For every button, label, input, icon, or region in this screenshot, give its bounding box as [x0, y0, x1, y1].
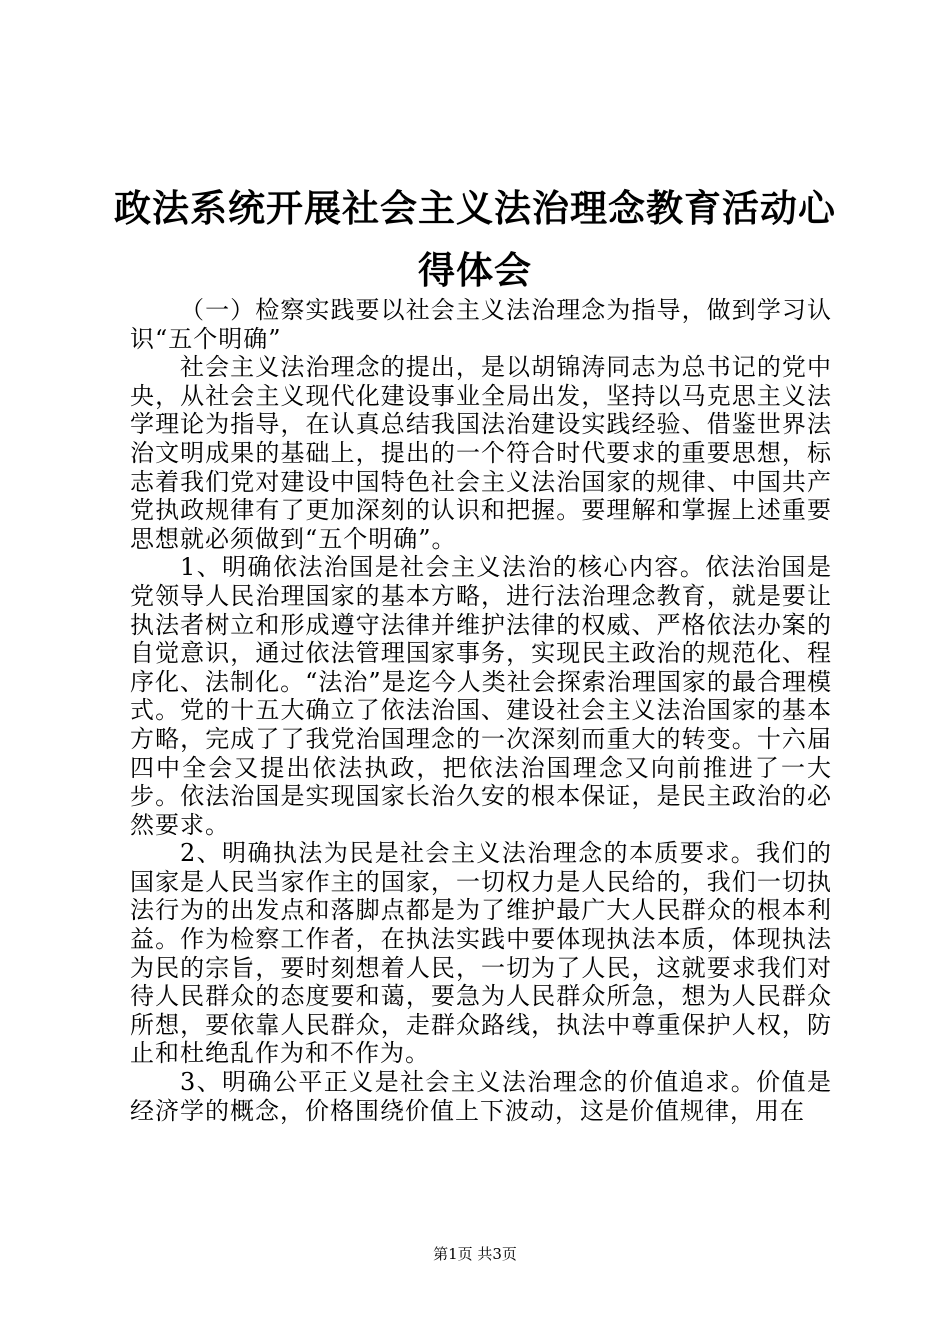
- paragraph-point-1: 1、明确依法治国是社会主义法治的核心内容。依法治国是党领导人民治理国家的基本方略，进行法治理念教育，就是要让执法者树立和形成遵守法律并维护法律的权威、严格依法办案的自觉意识，通过依法管理国家事务，实现民主政治的规范化、程序化、法制化。“法治”是迄今人类社会探索治理国家的最合理模式。党的十五大确立了依法治国、建设社会主义法治国家的基本方略，完成了了我党治国理念的一次深刻而重大的转变。十六届四中全会又提出依法执政，把依法治国理念又向前推进了一大步。依法治国是实现国家长治久安的根本保证，是民主政治的必然要求。: [130, 553, 832, 839]
- paragraph-intro: 社会主义法治理念的提出，是以胡锦涛同志为总书记的党中央，从社会主义现代化建设事业全局出发，坚持以马克思主义法学理论为指导，在认真总结我国法治建设实践经验、借鉴世界法治文明成果的基础上，提出的一个符合时代要求的重要思想，标志着我们党对建设中国特色社会主义法治国家的规律、中国共产党执政规律有了更加深刻的认识和把握。要理解和掌握上述重要思想就必须做到“五个明确”。: [130, 353, 832, 553]
- document-body: [130, 296, 832, 1125]
- paragraph-point-3: 3、明确公平正义是社会主义法治理念的价值追求。价值是经济学的概念，价格围绕价值上下波动，这是价值规律，用在: [130, 1068, 832, 1125]
- paragraph-point-2: 2、明确执法为民是社会主义法治理念的本质要求。我们的国家是人民当家作主的国家，一切权力是人民给的，我们一切执法行为的出发点和落脚点都是为了维护最广大人民群众的根本利益。作为检察工作者，在执法实践中要体现执法本质，体现执法为民的宗旨，要时刻想着人民，一切为了人民，这就要求我们对待人民群众的态度要和蔼，要急为人民群众所急，想为人民群众所想，要依靠人民群众，走群众路线，执法中尊重保护人权，防止和杜绝乱作为和不作为。: [130, 839, 832, 1068]
- document-title: 政法系统开展社会主义法治理念教育活动心得体会: [114, 187, 836, 292]
- page-footer: 第1页 共3页: [433, 1245, 517, 1263]
- section-heading: （一）检察实践要以社会主义法治理念为指导，做到学习认识“五个明确”: [130, 296, 832, 353]
